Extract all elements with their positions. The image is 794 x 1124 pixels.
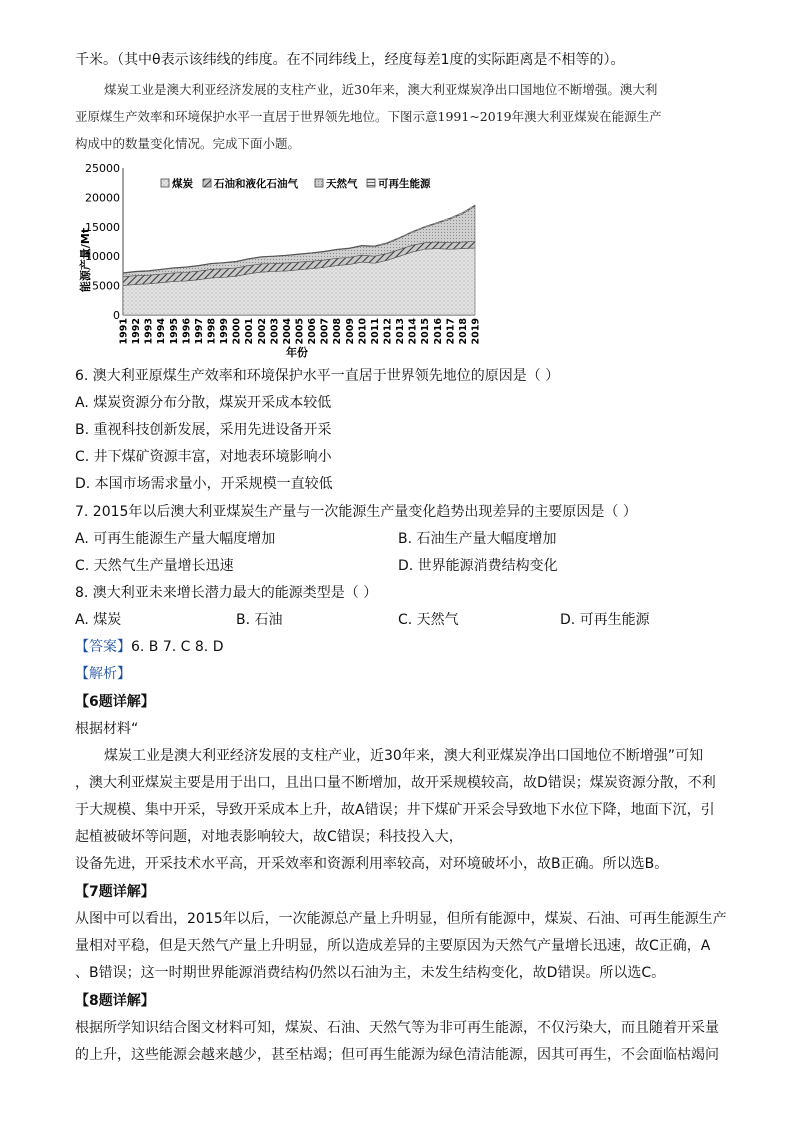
legend-label-oil: 石油和液化石油气 bbox=[214, 178, 298, 190]
x-tick-label: 2015 bbox=[420, 318, 432, 345]
q7-option-a: A. 可再生能源生产量大幅度增加 bbox=[75, 531, 276, 547]
x-tick-label: 2003 bbox=[269, 318, 281, 345]
detail-8-text: 根据所学知识结合图文材料可知，煤炭、石油、天然气等为非可再生能源，不仅污染大，而且随着开采量 bbox=[75, 1020, 719, 1036]
x-tick-label: 1998 bbox=[206, 318, 218, 345]
x-tick-label: 2012 bbox=[382, 318, 394, 345]
x-tick-label: 1992 bbox=[131, 318, 143, 345]
q7-option-b: B. 石油生产量大幅度增加 bbox=[398, 531, 557, 547]
legend-swatch-gas bbox=[315, 179, 323, 187]
q6-option-b: B. 重视科技创新发展，采用先进设备开采 bbox=[75, 422, 332, 438]
y-tick-label: 15000 bbox=[85, 220, 120, 234]
question-6: 6. 澳大利亚原煤生产效率和环境保护水平一直居于世界领先地位的原因是（ ） bbox=[75, 368, 560, 384]
q8-option-d: D. 可再生能源 bbox=[560, 612, 650, 628]
legend-label-coal: 煤炭 bbox=[172, 178, 193, 190]
detail-8-text: 的上升，这些能源会越来越少，甚至枯竭；但可再生能源为绿色清洁能源，因其可再生，不会面临枯竭问 bbox=[75, 1047, 719, 1063]
detail-7-heading: 【7题详解】 bbox=[75, 884, 155, 900]
question-8: 8. 澳大利亚未来增长潜力最大的能源类型是（ ） bbox=[75, 585, 378, 601]
x-tick-label: 1996 bbox=[181, 318, 193, 345]
x-tick-label: 2019 bbox=[470, 318, 482, 345]
x-tick-label: 2002 bbox=[256, 318, 268, 345]
legend-swatch-coal bbox=[161, 179, 169, 187]
x-tick-label: 2011 bbox=[369, 318, 381, 345]
x-tick-label: 1991 bbox=[118, 318, 130, 345]
detail-7-text: 从图中可以看出，2015年以后，一次能源总产量上升明显，但所有能源中，煤炭、石油、可再生能源生产 bbox=[75, 911, 727, 927]
x-tick-label: 2016 bbox=[432, 318, 444, 345]
x-tick-label: 2017 bbox=[445, 318, 457, 345]
x-tick-label: 2010 bbox=[357, 318, 369, 345]
y-tick-label: 5000 bbox=[92, 279, 120, 293]
x-tick-label: 2013 bbox=[395, 318, 407, 345]
y-tick-label: 25000 bbox=[85, 162, 120, 175]
answer-line bbox=[75, 637, 223, 657]
answer-label: 【答案】 bbox=[75, 639, 131, 655]
q8-option-c: C. 天然气 bbox=[398, 612, 459, 628]
x-tick-label: 2001 bbox=[244, 318, 256, 345]
x-tick-label: 2007 bbox=[319, 318, 331, 345]
detail-6-text: ，澳大利亚煤炭主要是用于出口，且出口量不断增加，故开采规模较高，故D错误；煤炭资源分散，不利 bbox=[75, 775, 716, 791]
detail-6-text: 设备先进，开采技术水平高，开采效率和资源利用率较高，对环境破坏小，故B正确。所以选B。 bbox=[75, 856, 669, 872]
detail-7-text: 、B错误；这一时期世界能源消费结构仍然以石油为主，未发生结构变化，故D错误。所以选C。 bbox=[75, 965, 666, 981]
material-text: 亚原煤生产效率和环境保护水平一直居于世界领先地位。下图示意1991~2019年澳大利亚煤炭在能源生产 bbox=[75, 109, 662, 124]
x-tick-label: 2018 bbox=[457, 318, 469, 345]
x-tick-label: 1997 bbox=[193, 318, 205, 345]
detail-8-heading: 【8题详解】 bbox=[75, 993, 155, 1009]
x-axis-label: 年份 bbox=[286, 346, 308, 359]
y-tick-label: 20000 bbox=[85, 191, 120, 205]
q6-option-d: D. 本国市场需求量小，开采规模一直较低 bbox=[75, 476, 333, 492]
detail-7-text: 量相对平稳，但是天然气产量上升明显，所以造成差异的主要原因为天然气产量增长迅速，故C正确，A bbox=[75, 938, 711, 954]
legend-swatch-renewable bbox=[367, 179, 375, 187]
y-axis-label: 能源产量/Mt bbox=[79, 227, 92, 293]
x-tick-label: 2009 bbox=[344, 318, 356, 345]
intro-line: 千米。（其中θ表示该纬线的纬度。在不同纬线上，经度每差1度的实际距离是不相等的）。 bbox=[75, 52, 625, 68]
detail-6-text: 煤炭工业是澳大利亚经济发展的支柱产业，近30年来，澳大利亚煤炭净出口国地位不断增强”可知 bbox=[104, 748, 704, 764]
material-text: 构成中的数量变化情况。完成下面小题。 bbox=[75, 136, 301, 151]
q8-option-b: B. 石油 bbox=[236, 612, 283, 628]
x-tick-label: 1994 bbox=[156, 318, 168, 345]
x-tick-label: 1995 bbox=[168, 318, 180, 345]
detail-6-text: 于大规模、集中开采，导致开采成本上升，故A错误；井下煤矿开采会导致地下水位下降，地面下沉，引 bbox=[75, 802, 715, 818]
y-tick-label: 10000 bbox=[85, 250, 120, 264]
x-tick-label: 1999 bbox=[219, 318, 231, 345]
q6-option-a: A. 煤炭资源分布分散，煤炭开采成本较低 bbox=[75, 395, 332, 411]
legend-swatch-oil bbox=[203, 179, 211, 187]
detail-6-text: 根据材料“ bbox=[75, 721, 139, 737]
x-tick-label: 2008 bbox=[332, 318, 344, 345]
legend-label-renewable: 可再生能源 bbox=[378, 178, 431, 190]
legend-label-gas: 天然气 bbox=[326, 178, 358, 190]
x-tick-label: 2004 bbox=[281, 318, 293, 345]
x-tick-label: 1993 bbox=[143, 318, 155, 345]
y-tick-label: 0 bbox=[113, 309, 120, 322]
analysis-label: 【解析】 bbox=[75, 666, 131, 682]
energy-production-chart bbox=[75, 160, 495, 360]
q6-option-c: C. 井下煤矿资源丰富，对地表环境影响小 bbox=[75, 449, 332, 465]
x-tick-label: 2006 bbox=[307, 318, 319, 345]
material-text: 煤炭工业是澳大利亚经济发展的支柱产业，近30年来，澳大利亚煤炭净出口国地位不断增强。澳大利 bbox=[104, 82, 658, 97]
q7-option-c: C. 天然气生产量增长迅速 bbox=[75, 558, 234, 574]
q7-option-d: D. 世界能源消费结构变化 bbox=[398, 558, 558, 574]
detail-6-heading: 【6题详解】 bbox=[75, 694, 155, 710]
x-tick-label: 2014 bbox=[407, 318, 419, 345]
x-tick-label: 2005 bbox=[294, 318, 306, 345]
q8-option-a: A. 煤炭 bbox=[75, 612, 122, 628]
detail-6-text: 起植被破坏等问题，对地表影响较大，故C错误；科技投入大， bbox=[75, 829, 463, 845]
x-tick-label: 2000 bbox=[231, 318, 243, 345]
answer-text: 6. B 7. C 8. D bbox=[131, 639, 224, 655]
question-7: 7. 2015年以后澳大利亚煤炭生产量与一次能源生产量变化趋势出现差异的主要原因是（ ） bbox=[75, 504, 637, 520]
